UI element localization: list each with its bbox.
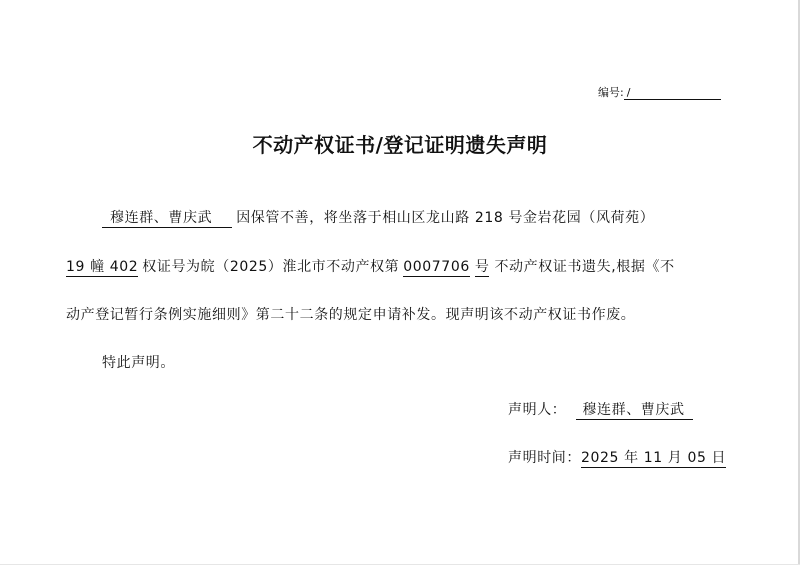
body-line-4: 特此声明。	[102, 355, 175, 371]
date-row	[508, 448, 726, 468]
serial-value: /	[624, 86, 721, 100]
serial-label: 编号:	[598, 86, 624, 99]
body-line-1	[102, 208, 654, 228]
building-unit: 19 幢 402	[66, 259, 139, 275]
date-label: 声明时间：	[508, 450, 581, 466]
declarant-label: 声明人：	[508, 402, 567, 418]
declarant-value-wrap	[576, 402, 692, 420]
serial-number	[598, 84, 721, 100]
line2-hao: 号	[474, 259, 490, 275]
body-line-2	[66, 257, 675, 277]
document-title: 不动产权证书/登记证明遗失声明	[252, 133, 548, 157]
line1-text-b: 号金岩花园（风荷苑）	[508, 210, 655, 226]
line2-text-a: 权证号为皖（2025）淮北市不动产权第	[142, 259, 400, 275]
declarant-row	[508, 400, 693, 420]
date-value: 2025 年 11 月 05 日	[581, 450, 727, 466]
body-line-3: 动产登记暂行条例实施细则》第二十二条的规定申请补发。现声明该不动产权证书作废。	[66, 307, 636, 323]
declarant-names-inline: 穆连群、曹庆武	[102, 210, 232, 228]
certificate-number: 0007706	[403, 259, 470, 275]
line1-number: 218	[474, 210, 504, 226]
line2-text-c: 不动产权证书遗失,根据《不	[494, 259, 675, 275]
declarant-value: 穆连群、曹庆武	[582, 402, 685, 418]
line1-text-a: 因保管不善，将坐落于相山区龙山路	[236, 210, 470, 226]
